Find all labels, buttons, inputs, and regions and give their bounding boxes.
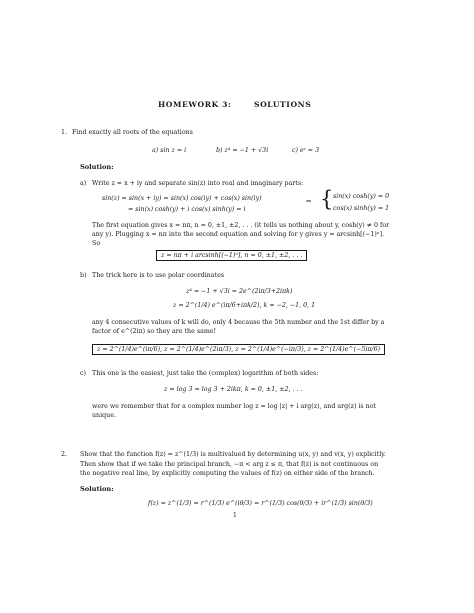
part-b-boxed-answer: z = 2^(1/4)e^(iπ/6), z = 2^(1/4)e^(2iπ/3), z = 2^(1/4)e^(−iπ/3), z = 2^(1/4)e^(−5iπ/6) xyxy=(92,344,385,355)
part-a-text-2: any y). Plugging x = nπ into the second equation and solving for y gives y = arcsinh[(−1)ⁿ]. xyxy=(92,231,385,238)
part-b-text-2: factor of e^(2iπ) so they are the same! xyxy=(92,328,217,335)
problem-2-line-3: the negative real line, by explicitly computing the values of f(z) on either side of the branch. xyxy=(80,470,375,477)
equation-a: a) sin z = i xyxy=(152,147,187,154)
equation-b: b) z⁴ = −1 + √3i xyxy=(216,147,269,154)
part-a-text-3: So xyxy=(92,240,101,247)
part-c-text-1: were we remember that for a complex number log z = log |z| + i arg(z), and arg(z) is not xyxy=(92,403,377,410)
problem-1-number: 1. xyxy=(61,129,68,136)
part-b-text-1: any 4 consecutive values of k will do, only 4 because the 5th number and the 1st differ by a xyxy=(92,319,385,326)
part-a-label: a) xyxy=(80,180,87,187)
part-b-eq1: z⁴ = −1 + √3i = 2e^(2iπ/3+2iπk) xyxy=(186,288,293,295)
part-c-eq: z = log 3 = log 3 + 2ikπ, k = 0, ±1, ±2, . . . xyxy=(164,386,303,393)
part-a-eq1: sin(z) = sin(x + iy) = sin(x) cos(iy) + cos(x) sin(iy) xyxy=(102,195,262,202)
part-a-intro: Write z = x + iy and separate sin(z) into real and imaginary parts: xyxy=(92,180,304,187)
part-b-intro: The trick here is to use polar coordinates xyxy=(92,272,225,279)
implies-arrow: ⇒ xyxy=(306,198,312,205)
title-homework: HOMEWORK 3: xyxy=(158,100,232,109)
equation-c: c) eᶻ = 3 xyxy=(292,147,320,154)
problem-1-prompt: Find exactly all roots of the equations xyxy=(72,129,193,136)
part-c-intro: This one is the easiest, just take the (complex) logarithm of both sides: xyxy=(92,370,319,377)
part-b-label: b) xyxy=(80,272,87,279)
system-brace: { xyxy=(320,187,334,211)
solution-label-1: Solution: xyxy=(80,163,114,171)
page-number: 1 xyxy=(233,512,237,519)
part-a-boxed-answer: z = nπ + i arcsinh[(−1)ⁿ], n = 0, ±1, ±2, . . . xyxy=(156,250,307,261)
part-a-system-eq1: sin(x) cosh(y) = 0 xyxy=(333,193,390,200)
part-a-eq2: = sin(x) cosh(y) + i cos(x) sinh(y) = i xyxy=(128,206,246,213)
solution-label-2: Solution: xyxy=(80,485,114,493)
part-c-label: c) xyxy=(80,370,86,377)
problem-2-number: 2. xyxy=(61,451,68,458)
part-a-text-1: The first equation gives x = nπ, n = 0, ±1, ±2, . . . (it tells us nothing about y, cosh(y) ≠ 0 for xyxy=(92,222,390,229)
problem-2-eq: f(z) = z^(1/3) = r^(1/3) e^(iθ/3) = r^(1/3) cos(θ/3) + ir^(1/3) sin(θ/3) xyxy=(148,500,373,507)
part-b-eq2: z = 2^(1/4) e^(iπ/6+iπk/2), k = −2, −1, 0, 1 xyxy=(173,302,316,309)
problem-2-line-1: Show that the function f(z) = z^(1/3) is multivalued by determining u(x, y) and v(x, y) explicitly. xyxy=(80,451,386,458)
problem-2-line-2: Then show that if we take the principal branch, −π < arg z ≤ π, that f(z) is not continuous on xyxy=(80,461,379,468)
part-c-text-2: unique. xyxy=(92,412,116,419)
part-a-system-eq2: cos(x) sinh(y) = 1 xyxy=(333,205,390,212)
title-solutions: SOLUTIONS xyxy=(254,100,312,109)
